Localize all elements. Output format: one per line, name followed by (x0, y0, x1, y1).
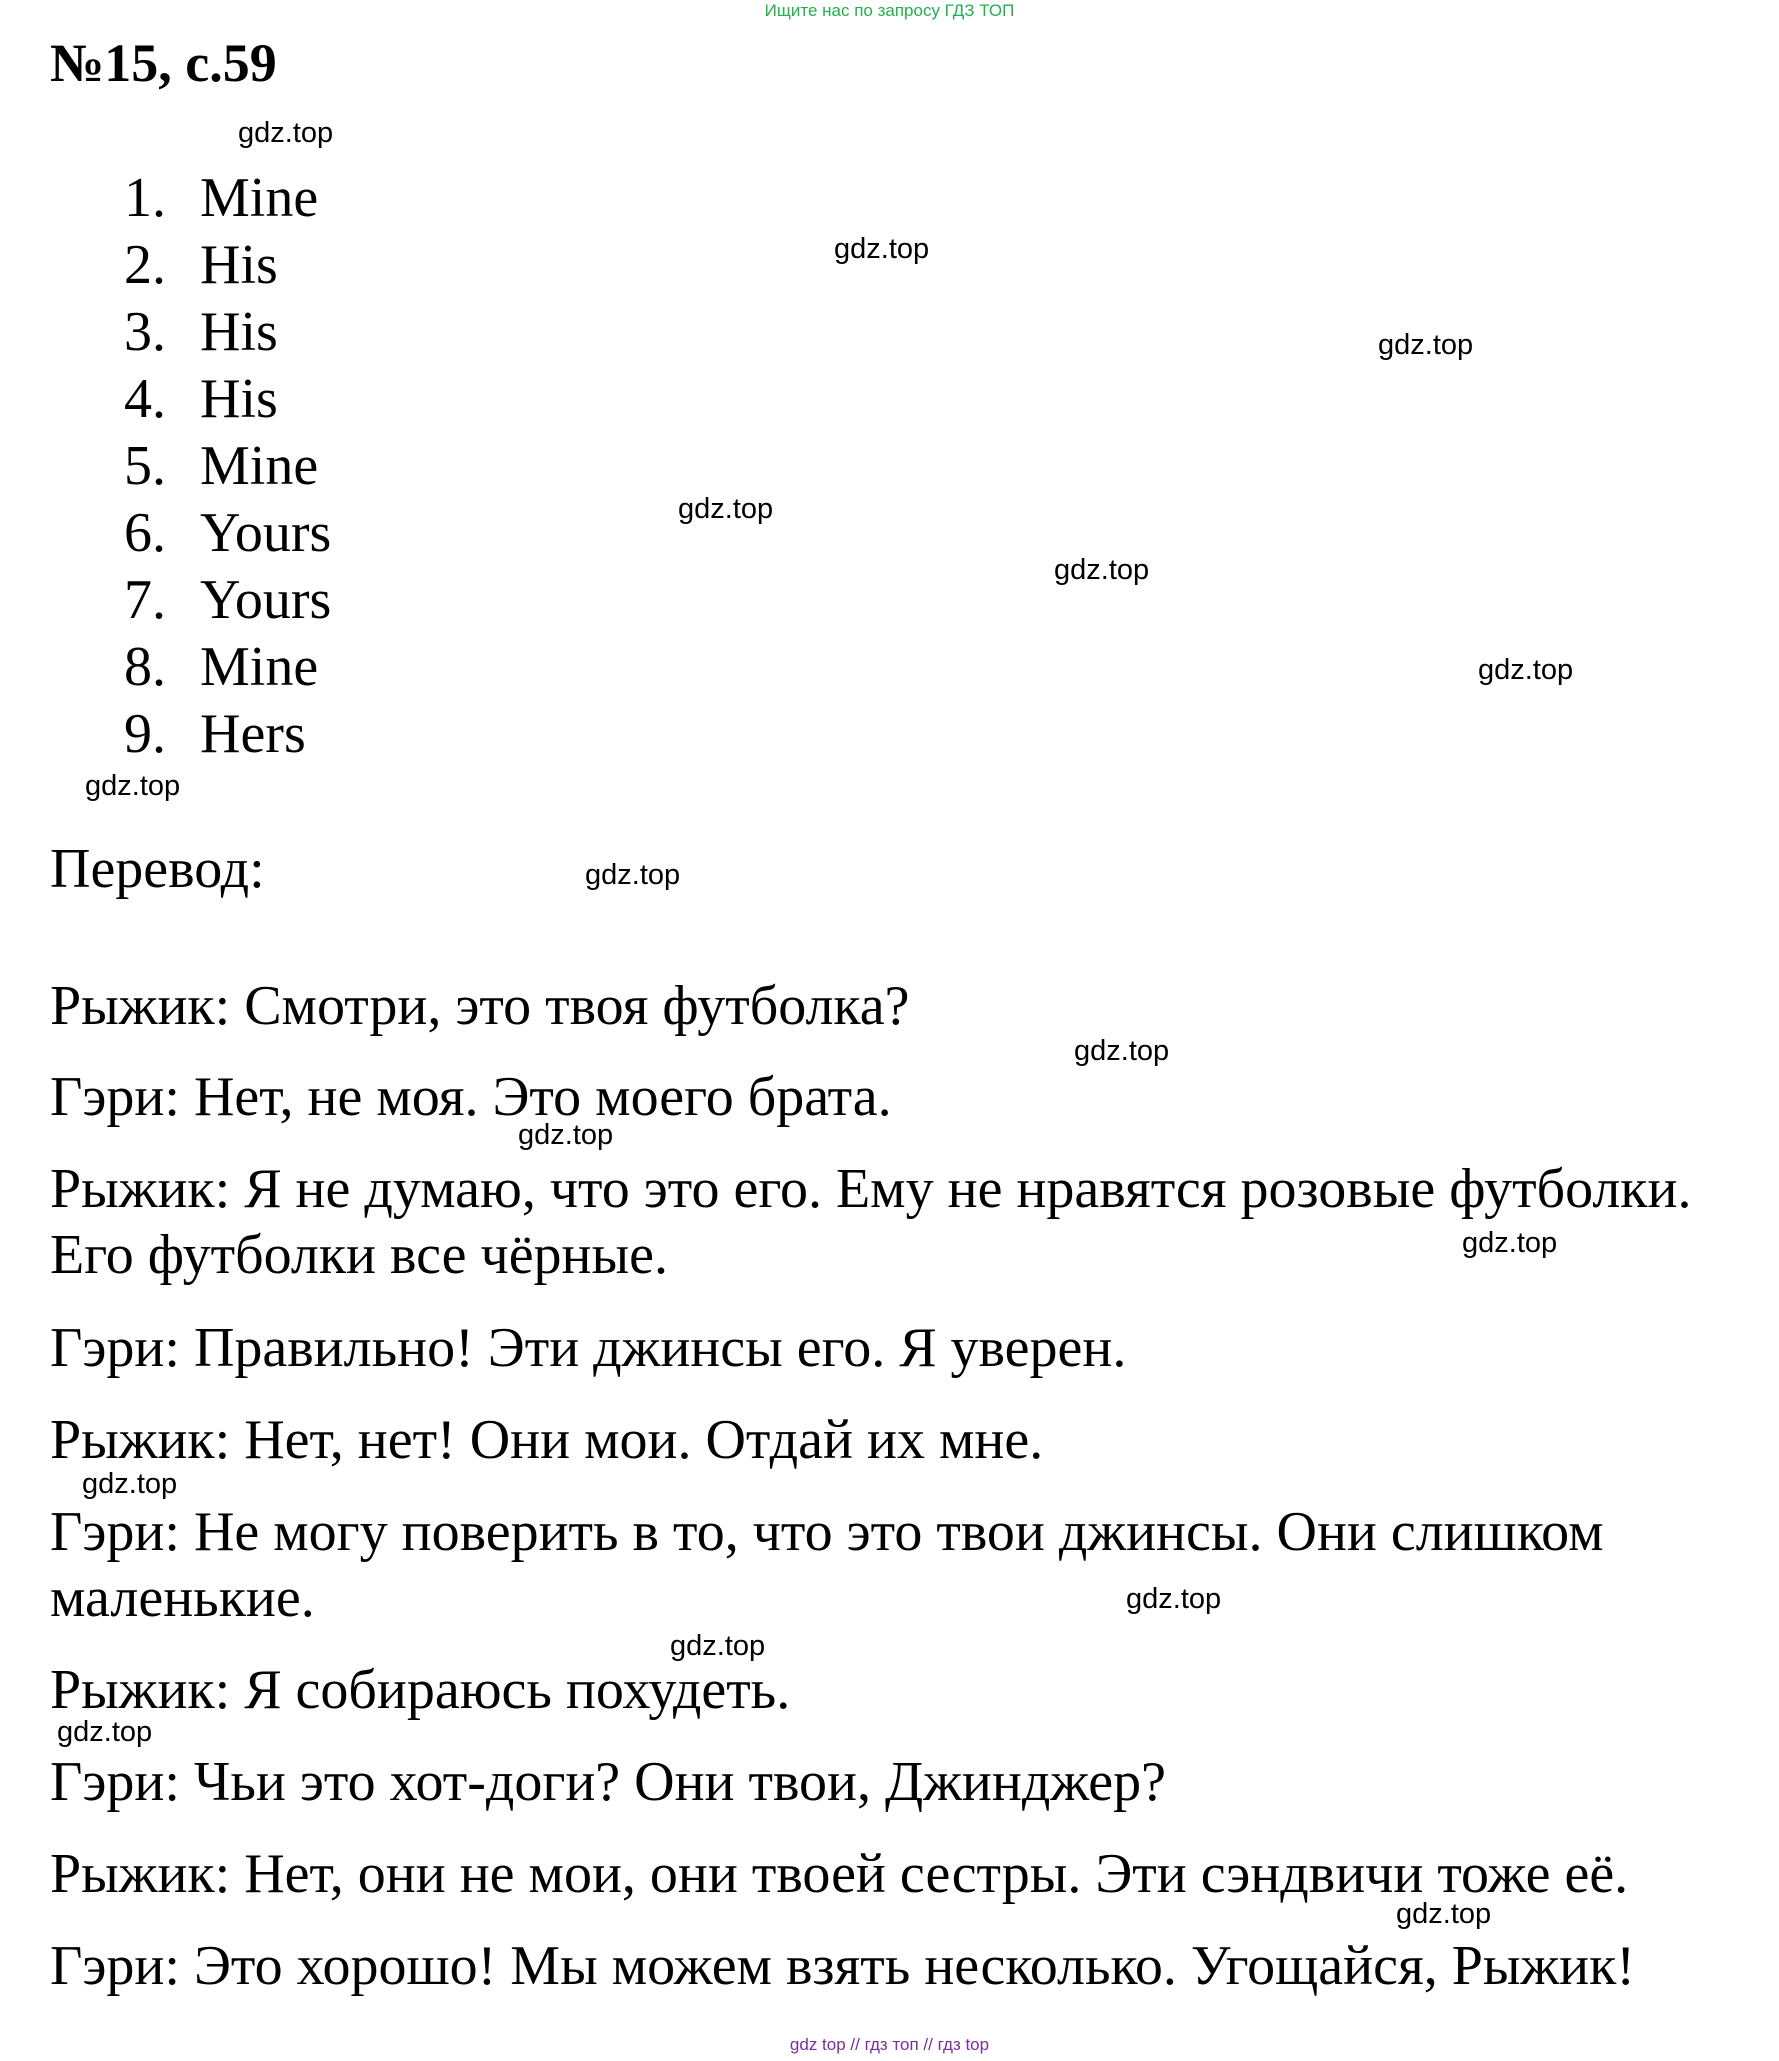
dialogue-line: Рыжик: Нет, они не мои, они твоей сестры. Эти сэндвичи тоже её. (50, 1843, 1629, 1905)
dialogue-line: маленькие. (50, 1567, 315, 1629)
answer-text: Yours (200, 502, 332, 564)
watermark: gdz.top (238, 117, 334, 149)
watermark: gdz.top (1378, 329, 1474, 361)
answer-number: 4. (124, 368, 166, 430)
watermark: gdz.top (85, 770, 181, 802)
watermark: gdz.top (585, 859, 681, 891)
dialogue-line: Гэри: Нет, не моя. Это моего брата. (50, 1066, 892, 1128)
answer-text: His (200, 301, 278, 363)
dialogue-line: Гэри: Правильно! Эти джинсы его. Я уверен. (50, 1317, 1127, 1379)
watermark: gdz.top (57, 1716, 153, 1748)
page-title: №15, с.59 (50, 33, 277, 93)
watermark: gdz.top (1126, 1583, 1222, 1615)
watermark: gdz.top (1054, 554, 1150, 586)
footer[interactable]: gdz top // гдз топ // гдз top (789, 2035, 990, 2054)
answer-text: His (200, 234, 278, 296)
watermark: gdz.top (670, 1630, 766, 1662)
answer-text: His (200, 368, 278, 430)
answer-number: 7. (124, 569, 166, 631)
watermark: gdz.top (834, 233, 930, 265)
answer-text: Yours (200, 569, 332, 631)
dialogue-line: Рыжик: Я собираюсь похудеть. (50, 1659, 791, 1721)
dialogue-line: Рыжик: Нет, нет! Они мои. Отдай их мне. (50, 1409, 1044, 1471)
watermark: gdz.top (1462, 1227, 1558, 1259)
answer-text: Mine (200, 167, 319, 229)
dialogue-line: Гэри: Это хорошо! Мы можем взять несколько. Угощайся, Рыжик! (50, 1935, 1636, 1997)
translation-heading: Перевод: (50, 838, 265, 900)
dialogue-line: Рыжик: Я не думаю, что это его. Ему не нравятся розовые футболки. (50, 1158, 1692, 1220)
watermark: gdz.top (678, 493, 774, 525)
answer-text: Mine (200, 636, 319, 698)
watermark: gdz.top (1074, 1035, 1170, 1067)
answer-number: 3. (124, 301, 166, 363)
dialogue-line: Гэри: Чьи это хот-доги? Они твои, Джинджер? (50, 1751, 1167, 1813)
answer-number: 8. (124, 636, 166, 698)
answer-number: 2. (124, 234, 166, 296)
answer-text: Mine (200, 435, 319, 497)
answer-number: 9. (124, 703, 166, 765)
watermark: gdz.top (1396, 1898, 1492, 1930)
dialogue-line: Его футболки все чёрные. (50, 1224, 668, 1286)
answer-text: Hers (200, 703, 306, 765)
top-banner[interactable]: Ищите нас по запросу ГДЗ ТОП (764, 1, 1015, 20)
answer-number: 1. (124, 167, 166, 229)
answer-number: 5. (124, 435, 166, 497)
dialogue-line: Гэри: Не могу поверить в то, что это твои джинсы. Они слишком (50, 1501, 1604, 1563)
watermark: gdz.top (518, 1119, 614, 1151)
answer-number: 6. (124, 502, 166, 564)
watermark: gdz.top (1478, 654, 1574, 686)
watermark: gdz.top (82, 1468, 178, 1500)
dialogue-line: Рыжик: Смотри, это твоя футболка? (50, 975, 910, 1037)
